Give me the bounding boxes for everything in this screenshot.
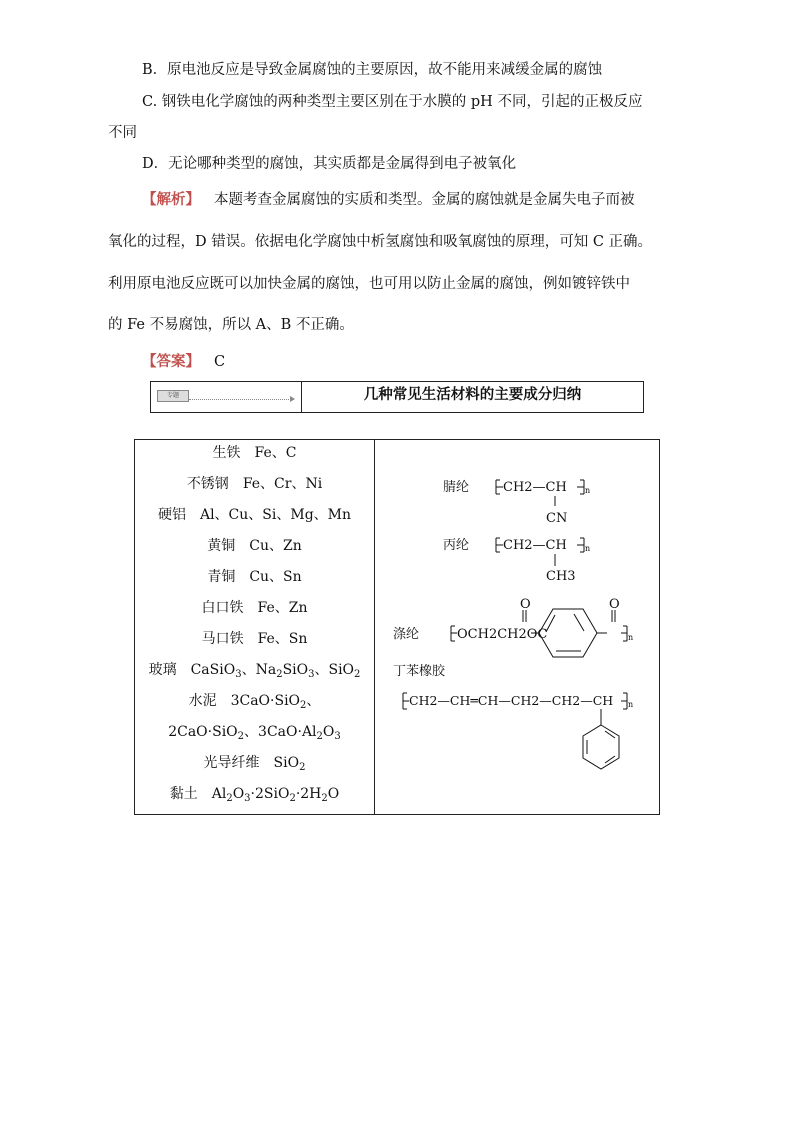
material-name: 青铜: [207, 569, 236, 585]
polymer-sub-pp: CH3: [546, 569, 576, 584]
analysis-line1: [142, 190, 635, 210]
answer-tag: 【答案】: [142, 353, 200, 370]
materials-table: [134, 439, 660, 815]
material-composition: 3CaO·SiO$_2$、: [230, 693, 321, 711]
banner-decoration: [151, 382, 302, 412]
polymer-bonds: [403, 480, 627, 769]
material-name: 黄铜: [207, 538, 236, 554]
polymer-label-pp: 丙纶: [443, 538, 470, 553]
section-banner: [150, 381, 644, 413]
option-c-line2: 不同: [108, 125, 137, 141]
option-c-line1: C. 钢铁电化学腐蚀的两种类型主要区别在于水膜的 pH 不同，引起的正极反应: [142, 94, 643, 110]
material-row: [135, 474, 374, 494]
carbonyl-oxygens: [520, 597, 620, 612]
material-composition: Fe、C: [254, 445, 297, 461]
dotted-arrow: [189, 399, 293, 400]
material-row: [135, 443, 374, 463]
material-composition: SiO$_2$: [273, 755, 306, 773]
material-name: 黏土: [169, 786, 198, 802]
material-name: 马口铁: [201, 631, 244, 647]
polymer-label-sbr: 丁苯橡胶: [393, 664, 446, 679]
polymer-chain-pet: OCH2CH2OC: [457, 627, 548, 642]
analysis-line4: 的 Fe 不易腐蚀，所以 A、B 不正确。: [108, 317, 354, 333]
material-row: [135, 536, 374, 556]
svg-text:O: O: [609, 597, 620, 612]
material-row: [135, 629, 374, 649]
material-composition: Fe、Sn: [257, 631, 308, 647]
analysis-text: 本题考查金属腐蚀的实质和类型。金属的腐蚀就是金属失电子而被: [214, 192, 635, 208]
topic-chip: 专题: [157, 390, 189, 402]
polymer-chain-sbr: CH2—CH═CH—CH2—CH2—CH: [409, 693, 614, 708]
analysis-tag: 【解析】: [142, 191, 200, 208]
polymer-chain-pp: CH2—CH: [503, 538, 567, 553]
answer-value: C: [214, 354, 226, 370]
material-composition: CaSiO$_3$、$Na_2SiO_3$、SiO$_2$: [190, 662, 361, 680]
polymer-chain-acrylic: CH2—CH: [503, 480, 567, 495]
material-row: [135, 753, 374, 773]
polymer-label-pet: 涤纶: [393, 627, 420, 642]
polymer-n-acrylic: n: [585, 486, 591, 495]
material-name: 硬铝: [157, 507, 186, 523]
material-composition: Fe、Zn: [257, 600, 308, 616]
material-row: [135, 567, 374, 587]
material-composition: Cu、Zn: [249, 538, 302, 554]
material-row: [135, 784, 374, 804]
material-row: [135, 691, 374, 711]
material-row: [135, 660, 374, 680]
material-composition: Al、Cu、Si、Mg、Mn: [199, 507, 352, 523]
option-b: B．原电池反应是导致金属腐蚀的主要原因，故不能用来减缓金属的腐蚀: [142, 62, 603, 78]
polymer-structures: [375, 440, 659, 814]
banner-title: 几种常见生活材料的主要成分归纳: [363, 387, 582, 403]
material-composition: $Al_2O_3\cdot 2SiO_2\cdot 2H_2O$: [211, 786, 340, 804]
polymer-label-acrylic: 腈纶: [443, 480, 470, 495]
svg-text:O: O: [520, 597, 531, 612]
analysis-line3: 利用原电池反应既可以加快金属的腐蚀，也可用以防止金属的腐蚀，例如镀锌铁中: [108, 276, 630, 292]
polymer-n-pp: n: [585, 544, 591, 553]
material-name: 水泥: [188, 693, 217, 709]
material-name: 白口铁: [201, 600, 244, 616]
polymer-n-sbr: n: [628, 700, 634, 709]
polymer-sub-acrylic: CN: [546, 511, 568, 526]
option-d: D．无论哪种类型的腐蚀，其实质都是金属得到电子被氧化: [142, 156, 517, 172]
material-name: 玻璃: [148, 662, 177, 678]
material-name: 生铁: [212, 445, 241, 461]
material-row: [135, 505, 374, 525]
answer-line: [142, 352, 225, 372]
material-composition: 2CaO·SiO$_2$、$3CaO\cdot Al_2O_3$: [168, 724, 341, 742]
material-composition: Fe、Cr、Ni: [242, 476, 323, 492]
material-composition: Cu、Sn: [249, 569, 302, 585]
material-row: [135, 722, 374, 742]
material-row: [135, 598, 374, 618]
analysis-line2: 氧化的过程，D 错误。依据电化学腐蚀中析氢腐蚀和吸氧腐蚀的原理，可知 C 正确。: [108, 234, 653, 250]
arrow-icon: [290, 396, 295, 402]
material-name: 不锈钢: [186, 476, 229, 492]
material-name: 光导纤维: [203, 755, 260, 771]
polymer-n-pet: n: [628, 633, 634, 642]
